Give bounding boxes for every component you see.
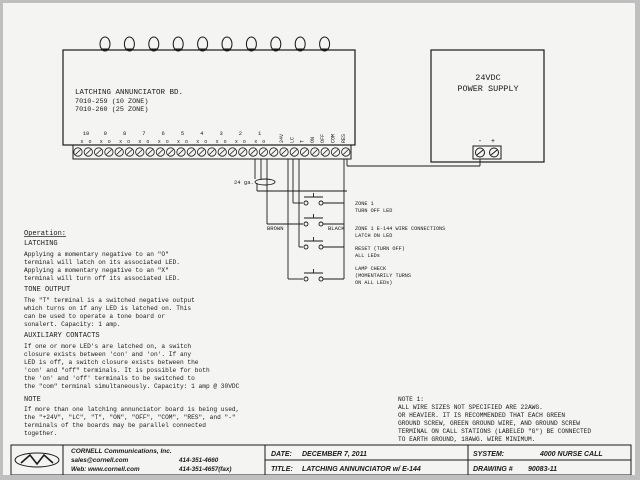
terminal-labels xyxy=(279,134,347,143)
power-supply-voltage: 24VDC xyxy=(475,73,501,83)
title-block xyxy=(11,445,631,475)
aux-line: the "com" terminal simultaneously. Capacity: 1 amp @ 30VDC xyxy=(24,383,240,390)
tone-line: can be used to operate a tone board or xyxy=(24,313,166,320)
terminal-marker-o: o xyxy=(223,139,227,145)
terminal-label: COM xyxy=(330,133,337,143)
power-supply-label: POWER SUPPLY xyxy=(457,84,519,94)
aux-heading: AUXILIARY CONTACTS xyxy=(24,332,100,340)
zone1-label-2: TURN OFF LED xyxy=(355,208,393,214)
wiring xyxy=(234,159,480,286)
latching-line: Applying a momentary negative to an "X" xyxy=(24,267,169,274)
title-value: LATCHING ANNUNCIATOR w/ E-144 xyxy=(302,466,421,473)
terminal-marker-o: o xyxy=(262,139,266,145)
company-web[interactable]: Web: www.cornell.com xyxy=(71,466,140,473)
note1-line: TERMINAL ON CALL STATIONS (LABELED "G") BE CONNECTED xyxy=(398,428,592,435)
switch-contact xyxy=(319,277,323,281)
switch-contact xyxy=(319,201,323,205)
switch-contact xyxy=(304,201,308,205)
terminal-marker-x: x xyxy=(157,139,161,145)
pushbutton-switches xyxy=(304,193,344,281)
terminal-marker-o: o xyxy=(127,139,131,145)
black-wire-label: BLACK xyxy=(328,225,345,232)
annunciator-board xyxy=(63,37,355,159)
terminal-marker-x: x xyxy=(254,139,258,145)
zone-number: 9 xyxy=(103,130,107,137)
annunciator-title: LATCHING ANNUNCIATOR BD. xyxy=(75,89,184,97)
zone-number: 3 xyxy=(219,130,223,137)
operation-notes xyxy=(24,230,240,437)
terminal-screws xyxy=(74,148,350,156)
aux-line: the 'on' and 'off' terminals to be switched to xyxy=(24,375,195,382)
terminal-marker-x: x xyxy=(196,139,200,145)
switch-contact xyxy=(304,222,308,226)
zone-number: 6 xyxy=(161,130,165,137)
model-10-zone: 7010-259 (10 ZONE) xyxy=(75,98,149,106)
company-email[interactable]: sales@cornell.com xyxy=(71,457,129,464)
terminal-marker-o: o xyxy=(146,139,150,145)
note-line: terminals of the boards may be parallel connected xyxy=(24,422,206,429)
switch-contact xyxy=(304,245,308,249)
terminal-marker-x: x xyxy=(234,139,238,145)
led-row xyxy=(100,37,330,51)
date-label: DATE: xyxy=(271,451,292,458)
lamp-label-1: LAMP CHECK xyxy=(355,266,387,272)
aux-line: If one or more LED's are latched on, a switch xyxy=(24,343,192,350)
company-name: CORNELL Communications, Inc. xyxy=(71,448,172,455)
system-value: 4000 NURSE CALL xyxy=(540,451,603,458)
power-supply xyxy=(431,50,544,162)
note-line: If more than one latching annunciator board is being used, xyxy=(24,406,240,413)
wire-gauge-label: 24 ga. xyxy=(234,179,254,186)
zone-number-labels xyxy=(80,130,265,145)
minus-terminal-label: - xyxy=(477,138,483,146)
brown-wire-label: BROWN xyxy=(267,225,284,232)
terminal-marker-o: o xyxy=(242,139,246,145)
aux-line: 'con' and "off" terminals. It is possible for both xyxy=(24,367,210,374)
zone-number: 4 xyxy=(200,130,204,137)
title-label: TITLE: xyxy=(271,466,293,473)
model-25-zone: 7010-260 (25 ZONE) xyxy=(75,106,149,114)
operation-heading: Operation: xyxy=(24,230,67,238)
zone-number: 7 xyxy=(142,130,146,137)
latching-line: terminal will latch on its associated LED. xyxy=(24,259,180,266)
terminal-marker-x: x xyxy=(80,139,84,145)
lamp-label-2: (MOMENTARILY TURNS xyxy=(355,273,412,279)
tone-line: The "T" terminal is a switched negative output xyxy=(24,297,195,304)
zone-number: 1 xyxy=(258,130,262,137)
note-heading: NOTE xyxy=(24,396,41,404)
zone-number: 5 xyxy=(180,130,185,137)
terminal-label: LC xyxy=(289,136,296,143)
switch-contact xyxy=(319,222,323,226)
drawing-sheet xyxy=(3,3,635,475)
terminal-marker-x: x xyxy=(99,139,103,145)
terminal-label: 24V xyxy=(279,133,285,143)
e144-label-1: ZONE 1 E-144 WIRE CONNECTIONS xyxy=(355,226,446,232)
terminal-label: ON xyxy=(309,136,316,143)
terminal-marker-o: o xyxy=(204,139,208,145)
note1-line: TO EARTH GROUND, 18AWG. WIRE MINIMUM. xyxy=(398,436,536,443)
latching-line: terminal will turn off its associated LED. xyxy=(24,275,180,282)
e144-label-2: LATCH ON LED xyxy=(355,233,393,239)
note1-line: NOTE 1: xyxy=(398,396,424,403)
terminal-marker-o: o xyxy=(88,139,92,145)
note1-line: GROUND SCREW, GREEN GROUND WIRE, AND GROUND SCREW xyxy=(398,420,580,427)
terminal-marker-x: x xyxy=(215,139,219,145)
company-fax: 414-351-4657(fax) xyxy=(179,466,232,473)
schematic-canvas xyxy=(3,3,635,475)
date-value: DECEMBER 7, 2011 xyxy=(302,451,367,458)
tone-heading: TONE OUTPUT xyxy=(24,286,71,294)
system-label: SYSTEM: xyxy=(473,451,505,458)
cornell-logo xyxy=(15,453,59,467)
aux-line: closure exists between 'con' and 'on'. If any xyxy=(24,351,192,358)
note-1 xyxy=(398,396,591,443)
terminal-marker-o: o xyxy=(107,139,111,145)
latching-line: Applying a momentary negative to an "O" xyxy=(24,251,169,258)
zone1-label-1: ZONE 1 xyxy=(355,201,374,207)
terminal-label: T xyxy=(299,139,306,143)
zone-number: 8 xyxy=(122,130,127,137)
latching-heading: LATCHING xyxy=(24,240,58,248)
reset-label-1: RESET (TURN OFF) xyxy=(355,246,405,252)
lamp-label-3: ON ALL LEDs) xyxy=(355,280,393,286)
terminal-marker-o: o xyxy=(165,139,169,145)
tone-line: sonalert. Capacity: 1 amp. xyxy=(24,321,121,328)
reset-label-2: ALL LEDs xyxy=(355,253,380,259)
zone-number: 10 xyxy=(82,130,90,137)
terminal-marker-o: o xyxy=(184,139,189,145)
terminal-marker-x: x xyxy=(119,139,123,145)
switch-contact xyxy=(319,245,323,249)
note1-line: ALL WIRE SIZES NOT SPECIFIED ARE 22AWG. xyxy=(398,404,543,411)
plus-terminal-label: + xyxy=(490,138,496,146)
zone-number: 2 xyxy=(238,130,243,137)
terminal-label: RES xyxy=(340,133,347,143)
note-line: together. xyxy=(24,430,58,437)
switch-contact xyxy=(304,277,308,281)
note-line: the "+24V", "LC", "T", "ON", "OFF", "COM", "RES", and "-" xyxy=(24,414,236,421)
company-phone: 414-351-4660 xyxy=(179,457,219,464)
aux-line: LED is off, a switch closure exists between the xyxy=(24,359,199,366)
note1-line: OR HEAVIER. IT IS RECOMMENDED THAT EACH GREEN xyxy=(398,412,566,419)
drawing-number: 90083-11 xyxy=(528,466,558,473)
drawing-label: DRAWING # xyxy=(473,466,513,473)
terminal-marker-x: x xyxy=(176,139,181,145)
tone-line: which turns on if any LED is latched on. This xyxy=(24,305,192,312)
terminal-label: OFF xyxy=(320,133,327,143)
terminal-marker-x: x xyxy=(138,139,142,145)
